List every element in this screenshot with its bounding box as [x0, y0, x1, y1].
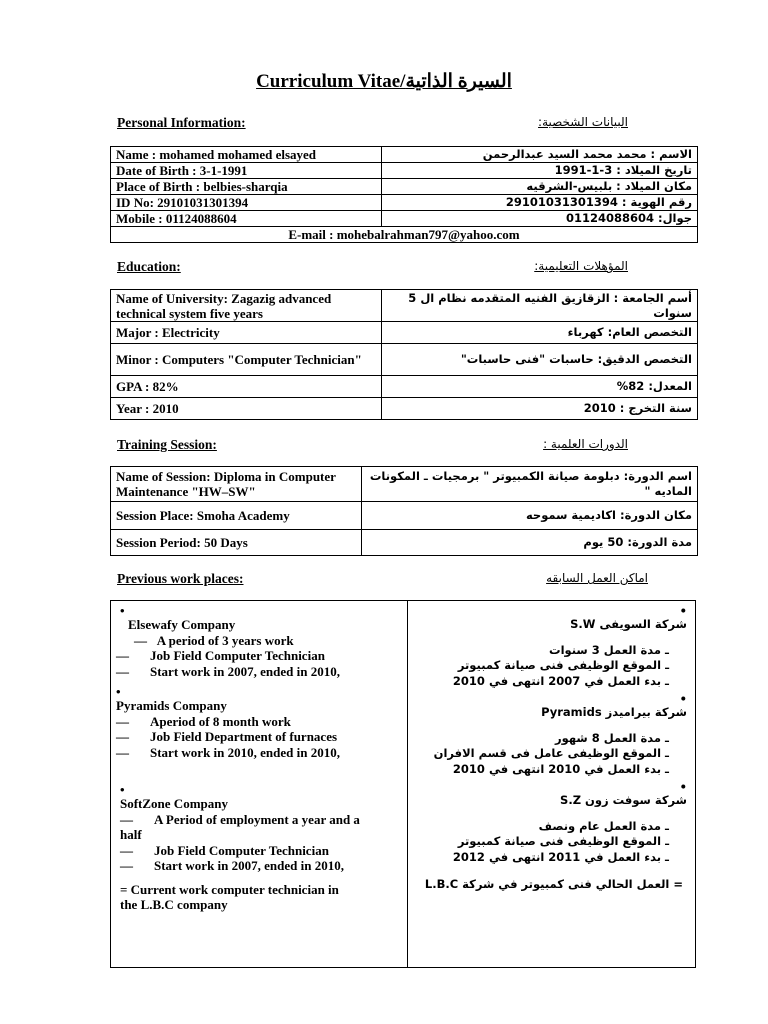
table-row — [111, 179, 698, 195]
dates-text: Start work in 2010, ended in 2010, — [150, 744, 340, 760]
company-3-field — [116, 843, 401, 859]
company-1-dates — [116, 664, 401, 680]
session-period-en: Session Period: 50 Days — [111, 530, 362, 556]
university-ar: أسم الجامعة : الزقازيق الفنيه المتقدمه نظام ال 5 سنوات — [382, 290, 698, 322]
dash: — — [120, 811, 133, 827]
company-3-dates — [116, 858, 401, 874]
table-row — [111, 398, 698, 420]
field-text: Job Field Computer Technician — [154, 842, 329, 858]
table-row — [111, 467, 698, 502]
field-text: Job Field Department of furnaces — [150, 729, 338, 744]
ar-company-2-field: ـ الموقع الوظيفى عامل فى قسم الافران — [433, 746, 669, 760]
ar-company-3-dates: ـ بدء العمل في 2011 انتهى في 2012 — [452, 849, 669, 864]
company-3-period-cont: half — [120, 827, 142, 842]
dob-ar: تاريخ الميلاد : 3-1-1991 — [382, 163, 698, 179]
company-3-name: SoftZone Company — [120, 796, 228, 811]
company-3-period — [116, 812, 401, 828]
page-title — [0, 70, 768, 93]
name-ar: الاسم : محمد محمد السيد عبدالرحمن — [382, 147, 698, 163]
company-1-name: Elsewafy Company — [128, 617, 236, 632]
bullet: • — [120, 782, 125, 797]
ar-company-1-dates: ـ بدء العمل في 2007 انتهى في 2010 — [452, 673, 669, 688]
table-row — [111, 163, 698, 179]
year-en: Year : 2010 — [111, 398, 382, 420]
ar-current-work: = العمل الحالي فنى كمبيوتر في شركة L.B.C — [424, 877, 683, 891]
current-work-line-2: the L.B.C company — [120, 897, 228, 912]
work-heading-ar: اماكن العمل السابقه — [546, 571, 648, 585]
session-period-ar: مدة الدورة: 50 يوم — [362, 530, 698, 556]
id-en: ID No: 29101031301394 — [111, 195, 382, 211]
company-2-field — [116, 729, 401, 745]
work-box — [110, 600, 696, 968]
bullet: • — [679, 692, 687, 706]
field-text: Job Field Computer Technician — [150, 648, 325, 663]
table-row — [111, 195, 698, 211]
training-table — [110, 466, 698, 556]
mobile-en: Mobile : 01124088604 — [111, 211, 382, 227]
personal-heading-en: Personal Information: — [117, 115, 246, 130]
ar-company-1-name: شركة السويفى S.W — [570, 617, 687, 631]
gpa-ar: المعدل: 82% — [382, 376, 698, 398]
education-table — [110, 289, 698, 420]
ar-company-2-period: ـ مدة العمل 8 شهور — [555, 730, 669, 745]
dash: — — [116, 648, 129, 663]
major-en: Major : Electricity — [111, 322, 382, 344]
period-text: A Period of employment a year and a — [154, 811, 360, 827]
bullet: • — [116, 684, 121, 699]
mobile-ar: جوال: 01124088604 — [382, 211, 698, 227]
gpa-en: GPA : 82% — [111, 376, 382, 398]
name-en: Name : mohamed mohamed elsayed — [111, 147, 382, 163]
table-row — [111, 502, 698, 530]
dash: — — [116, 663, 129, 679]
personal-heading-ar: البيانات الشخصية: — [538, 115, 628, 129]
dash: — — [134, 632, 147, 648]
dash: — — [120, 858, 133, 873]
ar-company-2-name: شركة بيراميدز Pyramids — [541, 705, 687, 719]
id-ar: رقم الهوية : 29101031301394 — [382, 195, 698, 211]
period-text: A period of 3 years work — [156, 632, 294, 648]
work-arabic-column — [407, 605, 687, 893]
bullet: • — [120, 603, 125, 618]
company-2-period — [116, 714, 401, 730]
ar-company-3-name: شركة سوفت زون S.Z — [560, 793, 687, 807]
table-row — [111, 322, 698, 344]
ar-company-3-field: ـ الموقع الوظيفى فنى صيانة كمبيوتر — [457, 834, 669, 848]
ar-company-2-dates: ـ بدء العمل في 2010 انتهى في 2010 — [452, 761, 669, 776]
dash: — — [116, 744, 129, 760]
company-1-period — [116, 633, 401, 649]
university-en: Name of University: Zagazig advanced technical system five years — [111, 290, 382, 322]
company-1-field — [116, 648, 401, 664]
company-2-dates — [116, 745, 401, 761]
dob-en: Date of Birth : 3-1-1991 — [111, 163, 382, 179]
dash: — — [120, 842, 133, 858]
bullet: • — [679, 604, 687, 618]
table-row — [111, 227, 698, 243]
dash: — — [116, 729, 129, 744]
spacer — [407, 865, 687, 877]
session-place-en: Session Place: Smoha Academy — [111, 502, 362, 530]
spacer — [407, 809, 687, 819]
minor-en: Minor : Computers "Computer Technician" — [111, 344, 382, 376]
spacer — [116, 874, 401, 882]
dates-text: Start work in 2007, ended in 2010, — [154, 858, 344, 873]
table-row — [111, 290, 698, 322]
spacer — [407, 633, 687, 643]
table-row — [111, 211, 698, 227]
table-row — [111, 344, 698, 376]
session-name-ar: اسم الدورة: دبلومة صيانة الكمبيوتر " برمجيات ـ المكونات الماديه " — [362, 467, 698, 502]
pob-en: Place of Birth : belbies-sharqia — [111, 179, 382, 195]
table-row — [111, 530, 698, 556]
table-row — [111, 376, 698, 398]
dash: — — [116, 713, 129, 729]
work-english-column — [116, 605, 401, 913]
training-heading-ar: الدورات العلمية : — [543, 437, 628, 451]
session-place-ar: مكان الدورة: اكاديمية سموحه — [362, 502, 698, 530]
major-ar: التخصص العام: كهرباء — [382, 322, 698, 344]
ar-company-3-period: ـ مدة العمل عام ونصف — [538, 818, 669, 833]
year-ar: سنة التخرج : 2010 — [382, 398, 698, 420]
spacer — [407, 721, 687, 731]
ar-company-1-period: ـ مدة العمل 3 سنوات — [549, 642, 669, 657]
ar-company-1-field: ـ الموقع الوظيفى فنى صيانة كمبيوتر — [457, 658, 669, 672]
minor-ar: التخصص الدقيق: حاسبات "فنى حاسبات" — [382, 344, 698, 376]
education-heading-ar: المؤهلات التعليمية: — [534, 259, 628, 273]
pob-ar: مكان الميلاد : بلبيس-الشرقيه — [382, 179, 698, 195]
company-2-name: Pyramids Company — [116, 698, 227, 713]
personal-table — [110, 146, 698, 243]
work-heading-en: Previous work places: — [117, 571, 244, 586]
dates-text: Start work in 2007, ended in 2010, — [150, 663, 340, 679]
education-heading-en: Education: — [117, 259, 181, 274]
period-text: Aperiod of 8 month work — [150, 713, 291, 729]
email: E-mail : mohebalrahman797@yahoo.com — [111, 227, 698, 243]
table-row — [111, 147, 698, 163]
current-work-line-1: = Current work computer technician in — [120, 881, 339, 897]
training-heading-en: Training Session: — [117, 437, 217, 452]
session-name-en: Name of Session: Diploma in Computer Maintenance "HW–SW" — [111, 467, 362, 502]
bullet: • — [679, 780, 687, 794]
title-ar: السيرة الذاتية — [405, 71, 512, 92]
title-en: Curriculum Vitae/ — [256, 71, 406, 92]
